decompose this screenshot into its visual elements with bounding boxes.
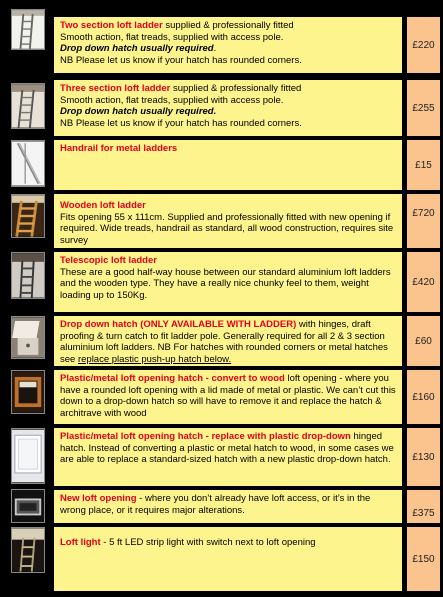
price-cell: £255 [407, 80, 440, 136]
product-title: Telescopic loft ladder [60, 255, 157, 266]
product-title: Loft light [60, 537, 101, 548]
product-title: New loft opening [60, 493, 137, 504]
product-row-telescopic-ladder [0, 248, 443, 312]
three-section-ladder-image [11, 83, 45, 129]
description-box [54, 140, 402, 190]
description-box: Plastic/metal loft opening hatch - convert to wood loft opening - where you have a rounded loft opening with a lid made of metal or plastic. We can’t cut this down to a drop-down hatch so will have to remove it and replace the hatch & architrave with wood [54, 370, 402, 424]
description-box: Wooden loft ladder Fits opening 55 x 111cm. Supplied and professionally fitted with new opening if required. Wide treads, handrail as standard, all wood construction, requires site survey [54, 194, 402, 248]
product-row-three-section-ladder [0, 76, 443, 136]
description-box: Loft light - 5 ft LED strip light with switch next to loft opening [54, 527, 402, 591]
drop-down-hatch-image [11, 316, 45, 359]
product-row-new-loft-opening [0, 486, 443, 523]
description-box: Two section loft ladder supplied & professionally fitted Smooth action, flat treads, supplied with access pole. Drop down hatch usually required. NB Please let us know if your hatch has rounded corners. [54, 17, 402, 73]
product-row-two-section-ladder [0, 0, 443, 76]
product-title: Two section loft ladder [60, 20, 163, 31]
product-title: Plastic/metal loft opening hatch - replace with plastic drop-down [60, 431, 351, 442]
new-opening-image [11, 489, 45, 523]
product-row-convert-to-wood [0, 366, 443, 424]
price-cell: £375 [407, 490, 440, 523]
product-row-handrail [0, 136, 443, 190]
price-cell: £220 [407, 17, 440, 73]
product-row-loft-light [0, 523, 443, 597]
price-cell: £130 [407, 428, 440, 486]
product-title: Three section loft ladder [60, 83, 171, 94]
price-cell: £160 [407, 370, 440, 424]
product-row-wooden-ladder [0, 190, 443, 248]
price-cell: £720 [407, 194, 440, 248]
replace-hatch-link[interactable]: replace plastic push-up hatch below. [77, 353, 232, 365]
two-section-ladder-image [11, 9, 45, 50]
price-cell: £15 [407, 140, 440, 190]
convert-hatch-image [11, 370, 45, 414]
plastic-hatch-image [11, 428, 45, 484]
product-title: Plastic/metal loft opening hatch - convert to wood [60, 373, 285, 384]
wooden-ladder-image [11, 194, 45, 238]
product-row-drop-down-hatch [0, 312, 443, 366]
telescopic-ladder-image [11, 252, 45, 299]
description-box: Plastic/metal loft opening hatch - replace with plastic drop-down hinged hatch. Instead of converting a plastic or metal hatch to wood, in some cases we are able to replace a standard-sized hatch with a new plastic drop-down hatch. [54, 428, 402, 486]
description-box: New loft opening - where you don’t already have loft access, or it’s in the wrong place, or it requires major alterations. [54, 490, 402, 523]
price-cell: £420 [407, 252, 440, 312]
product-title: Wooden loft ladder [60, 200, 146, 211]
loft-light-image [11, 527, 45, 573]
description-box: Telescopic loft ladder These are a good half-way house between our standard aluminium loft ladders and the wooden type. They have a really nice chunky feel to them, weight loading up to 150Kg. [54, 252, 402, 312]
handrail-image [11, 140, 45, 187]
price-cell: £60 [407, 316, 440, 366]
description-box: Drop down hatch (ONLY AVAILABLE WITH LADDER) with hinges, draft proofing & turn catch to fit ladder pole. Generally required for all 2 & 3 section aluminium loft ladders. NB For hatches with rounded corners or metal hatches see replace plastic push-up hatch below. [54, 316, 402, 366]
product-title: Handrail for metal ladders [60, 143, 178, 154]
price-cell: £150 [407, 527, 440, 591]
product-row-plastic-drop-down [0, 424, 443, 486]
product-title: Drop down hatch (ONLY AVAILABLE WITH LADDER) [60, 319, 297, 330]
description-box: Three section loft ladder supplied & professionally fitted Smooth action, flat treads, supplied with access pole. Drop down hatch usually required. NB Please let us know if your hatch has rounded corners. [54, 80, 402, 136]
